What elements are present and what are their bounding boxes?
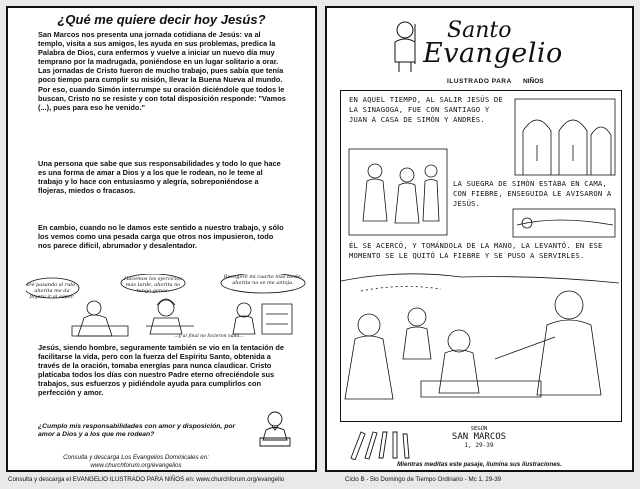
footer-right: Ciclo B - 5to Domingo de Tiempo Ordinario - Mc 1, 29-39: [345, 476, 502, 483]
synagogue-panel: [515, 99, 615, 175]
bubble-text-2: Hacemos los ejercicios más tarde, ahorita no tengo ganas.: [123, 276, 182, 294]
crayons-icon: [347, 428, 417, 460]
praying-child-icon: [252, 408, 298, 448]
brand-evangelio: Evangelio: [423, 38, 563, 69]
meditation-title: ¿Qué me quiere decir hoy Jesús?: [57, 12, 266, 27]
download-url[interactable]: www.churchforum.org/evangelios: [90, 461, 182, 469]
ref-segun: SEGÚN: [470, 426, 488, 432]
lamb-logo-icon: [385, 16, 425, 76]
story-illustration-frame: [340, 90, 622, 422]
coloring-instruction: Mientras meditas este pasaje, ilumina sus ilustraciones.: [397, 461, 562, 468]
caption-3: ÉL SE ACERCÓ, Y TOMÁNDOLA DE LA MANO, LA LEVANTÓ. EN ESE MOMENTO SE LE QUITÓ LA FIEBRE Y SE PUSO A SERVIRLES.: [349, 241, 603, 260]
paragraph-1: San Marcos nos presenta una jornada cotidiana de Jesús: va al templo, visita a sus amigos, les ayuda en sus problemas, predica la Palabra de Dios, cura enfermos y vuelve a iniciar un nuevo día muy temprano por la madrugada, poniéndose en un lugar solitario a orar. Las jornadas de Cristo fueron de mucho trabajo, pues sabía que tenía poco tiempo para cumplir su misión, llevar la Buena Nueva al mundo. Por eso, cuando Simón interrumpe su oración diciéndole que todos le buscan, Cristo no se resiste y con total disposición responde: "Vamos (...), pues para eso he venido.": [38, 30, 286, 112]
meditation-panel: [6, 6, 317, 472]
bubble-text-1: Iré pasando al rato, ahorita me da flojera ir al súper.: [27, 282, 77, 300]
paragraph-2: Una persona que sabe que sus responsabilidades y todo lo que hace es una forma de amar a Dios y a los que le rodean, no le teme al trabajo y lo hace con entusiasmo y alegría, sobreponiéndose a flojeras, miedos o fracasos.: [38, 159, 281, 196]
gospel-reference: [449, 426, 509, 449]
reflection-question: ¿Cumplo mis responsabilidades con amor y disposición, por amor a Dios y a los que me rodean?: [38, 423, 236, 438]
cartoon-caption: ...y al final no hicieron nada...: [174, 334, 244, 339]
caption-2: LA SUEGRA DE SIMÓN ESTABA EN CAMA, CON FIEBRE, ENSEGUIDA LE AVISARON A JESÚS.: [453, 179, 612, 208]
brand-santo: Santo: [447, 18, 512, 43]
gospel-panel: [325, 6, 634, 472]
mother-in-law-figure: [448, 330, 470, 352]
download-info: [36, 454, 236, 469]
brand-subtitle: ILUSTRADO PARA: [447, 78, 512, 85]
ref-verse: 1, 29-39: [464, 442, 494, 449]
footer-left: Consulta y descarga el EVANGELIO ILUSTRADO PARA NIÑOS en: www.churchforum.org/evangelio: [8, 476, 285, 483]
bubble-text-3: Recogeré mi cuarto más tarde, ahorita no se me antoja.: [223, 274, 303, 286]
brand-ninos: NIÑOS: [523, 78, 544, 85]
download-text: Consulta y descarga Los Evangelios Dominicales en:: [63, 454, 209, 461]
paragraph-4: Jesús, siendo hombre, seguramente también se vio en la tentación de facilitarse la vida, pero con la fuerza del Espíritu Santo, obtenida a través de la oración, tomaba energías para nunca claudicar. Cristo platicaba todos los días con nuestro Padre eterno ofreciéndole sus trabajos, sus esfuerzos y pidiéndole ayuda para cumplirlos con perfección y amor.: [38, 343, 285, 398]
paragraph-3: En cambio, cuando no le damos este sentido a nuestro trabajo, y sólo los vemos como una pesada carga que otros nos impusieron, todo nos parece difícil, abrumador y desalentador.: [38, 223, 284, 251]
lazy-kids-cartoon: [26, 274, 306, 344]
ref-book: SAN MARCOS: [451, 432, 507, 442]
bottom-scene-frame: [341, 274, 619, 283]
caption-1: EN AQUEL TIEMPO, AL SALIR JESÚS DE LA SINAGOGA, FUE CON SANTIAGO Y JUAN A CASA DE SIMÓN Y ANDRÉS.: [349, 95, 503, 124]
jesus-figure: [555, 291, 583, 319]
